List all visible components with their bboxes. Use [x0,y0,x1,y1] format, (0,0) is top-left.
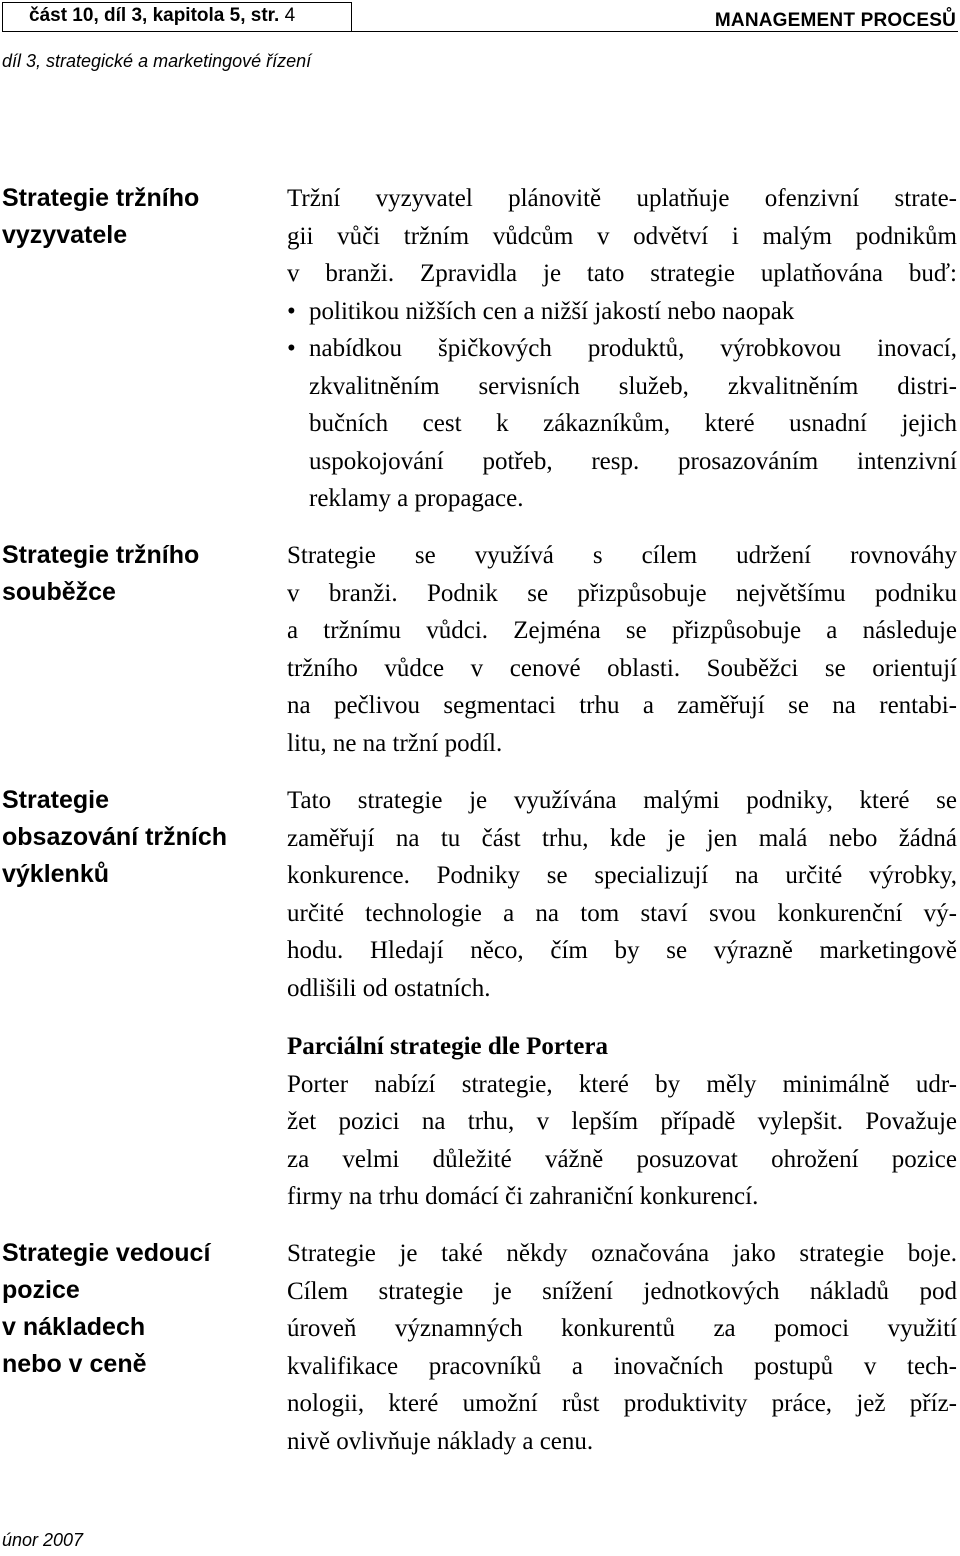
text-line: Porter nabízí strategie, které by měly minimálně udr- [287,1070,957,1098]
bullet-continuation: zkvalitněním servisních služeb, zkvalitněním distri- [309,372,957,400]
sidebar-heading-follower [2,537,272,611]
header-title: MANAGEMENT PROCESŮ [714,10,956,31]
text-line: za velmi důležité vážně posuzovat ohrožení pozice [287,1145,957,1173]
bullet-item [287,293,957,331]
section-label: část 10, díl 3, kapitola 5, str. [29,5,280,26]
sidebar-heading-niche [2,782,272,893]
paragraph-challenger [287,180,957,518]
text-line: konkurence. Podniky se specializují na určité výrobky, [287,862,957,889]
text-line: určité technologie a na tom staví svou konkurenční vý- [287,899,957,927]
heading-line: výklenků [2,860,110,888]
text-line: Cílem strategie je snížení jednotkových nákladů pod [287,1277,957,1305]
heading-line: souběžce [2,578,116,606]
text-line: v branži. Podnik se přizpůsobuje největšímu podniku [287,579,957,607]
text-line: tržního vůdce v cenové oblasti. Souběžci se orientují [287,654,957,682]
section-label-box [2,2,352,32]
heading-line: obsazování tržních [2,823,228,851]
heading-line: Strategie [2,786,109,814]
text-line: kvalifikace pracovníků a inovačních postupů v tech- [287,1352,957,1380]
sidebar-heading-challenger [2,180,272,254]
text-line: Tato strategie je využívána malými podniky, které se [287,787,957,814]
text-line: Strategie se využívá s cílem udržení rovnováhy [287,542,957,569]
text-line: litu, ne na tržní podíl. [287,729,503,757]
bullet-item [287,330,957,368]
text-line: hodu. Hledají něco, čím by se výrazně marketingově [287,937,957,964]
text-line: v branži. Zpravidla je tato strategie uplatňována buď: [287,260,957,287]
heading-line: pozice [2,1276,80,1304]
text-line: odlišili od ostatních. [287,974,491,1002]
text-line: zaměřují na tu část trhu, kde je jen malá nebo žádná [287,824,957,852]
heading-line: Strategie vedoucí [2,1239,211,1267]
subheading-porter: Parciální strategie dle Portera [287,1033,608,1060]
paragraph-porter [287,1028,957,1216]
bullet-continuation: bučních cest k zákazníkům, které usnadní jejich [309,410,957,437]
text-line: a tržnímu vůdci. Zejména se přizpůsobuje a následuje [287,617,957,644]
heading-line: Strategie tržního [2,184,200,212]
bullet-text: politikou nižších cen a nižší jakostí nebo naopak [309,297,795,325]
text-line: gii vůči tržním vůdcům v odvětví i malým podnikům [287,222,957,250]
heading-line: v nákladech [2,1313,146,1341]
header-subtitle: díl 3, strategické a marketingové řízení [2,51,312,71]
text-line: Tržní vyzyvatel plánovitě uplatňuje ofenzivní strate- [287,185,957,212]
footer-date: únor 2007 [2,1530,84,1550]
bullet-continuation: uspokojování potřeb, resp. prosazováním intenzivní [309,447,957,475]
paragraph-follower [287,537,957,762]
text-line: žet pozici na trhu, v lepším případě vylepšit. Považuje [287,1108,957,1135]
text-line: firmy na trhu domácí či zahraniční konkurencí. [287,1183,759,1210]
paragraph-niche [287,782,957,1007]
paragraph-cost-leadership [287,1235,957,1460]
sidebar-heading-cost-leadership [2,1235,272,1383]
text-line: nologii, které umožní růst produktivity práce, jež příz- [287,1390,957,1417]
bullet-continuation: reklamy a propagace. [309,485,524,512]
bullet-icon: • [287,335,296,362]
text-line: úroveň významných konkurentů za pomoci využití [287,1315,957,1342]
heading-line: vyzyvatele [2,221,128,249]
heading-line: Strategie tržního [2,541,200,569]
page-number: 4 [284,5,296,26]
heading-line: nebo v ceně [2,1350,147,1378]
text-line: Strategie je také někdy označována jako strategie boje. [287,1240,957,1267]
bullet-text: nabídkou špičkových produktů, výrobkovou inovací, [309,335,957,362]
bullet-icon: • [287,297,296,325]
text-line: na pečlivou segmentaci trhu a zaměřují se na rentabi- [287,692,957,719]
text-line: nivě ovlivňuje náklady a cenu. [287,1427,594,1455]
